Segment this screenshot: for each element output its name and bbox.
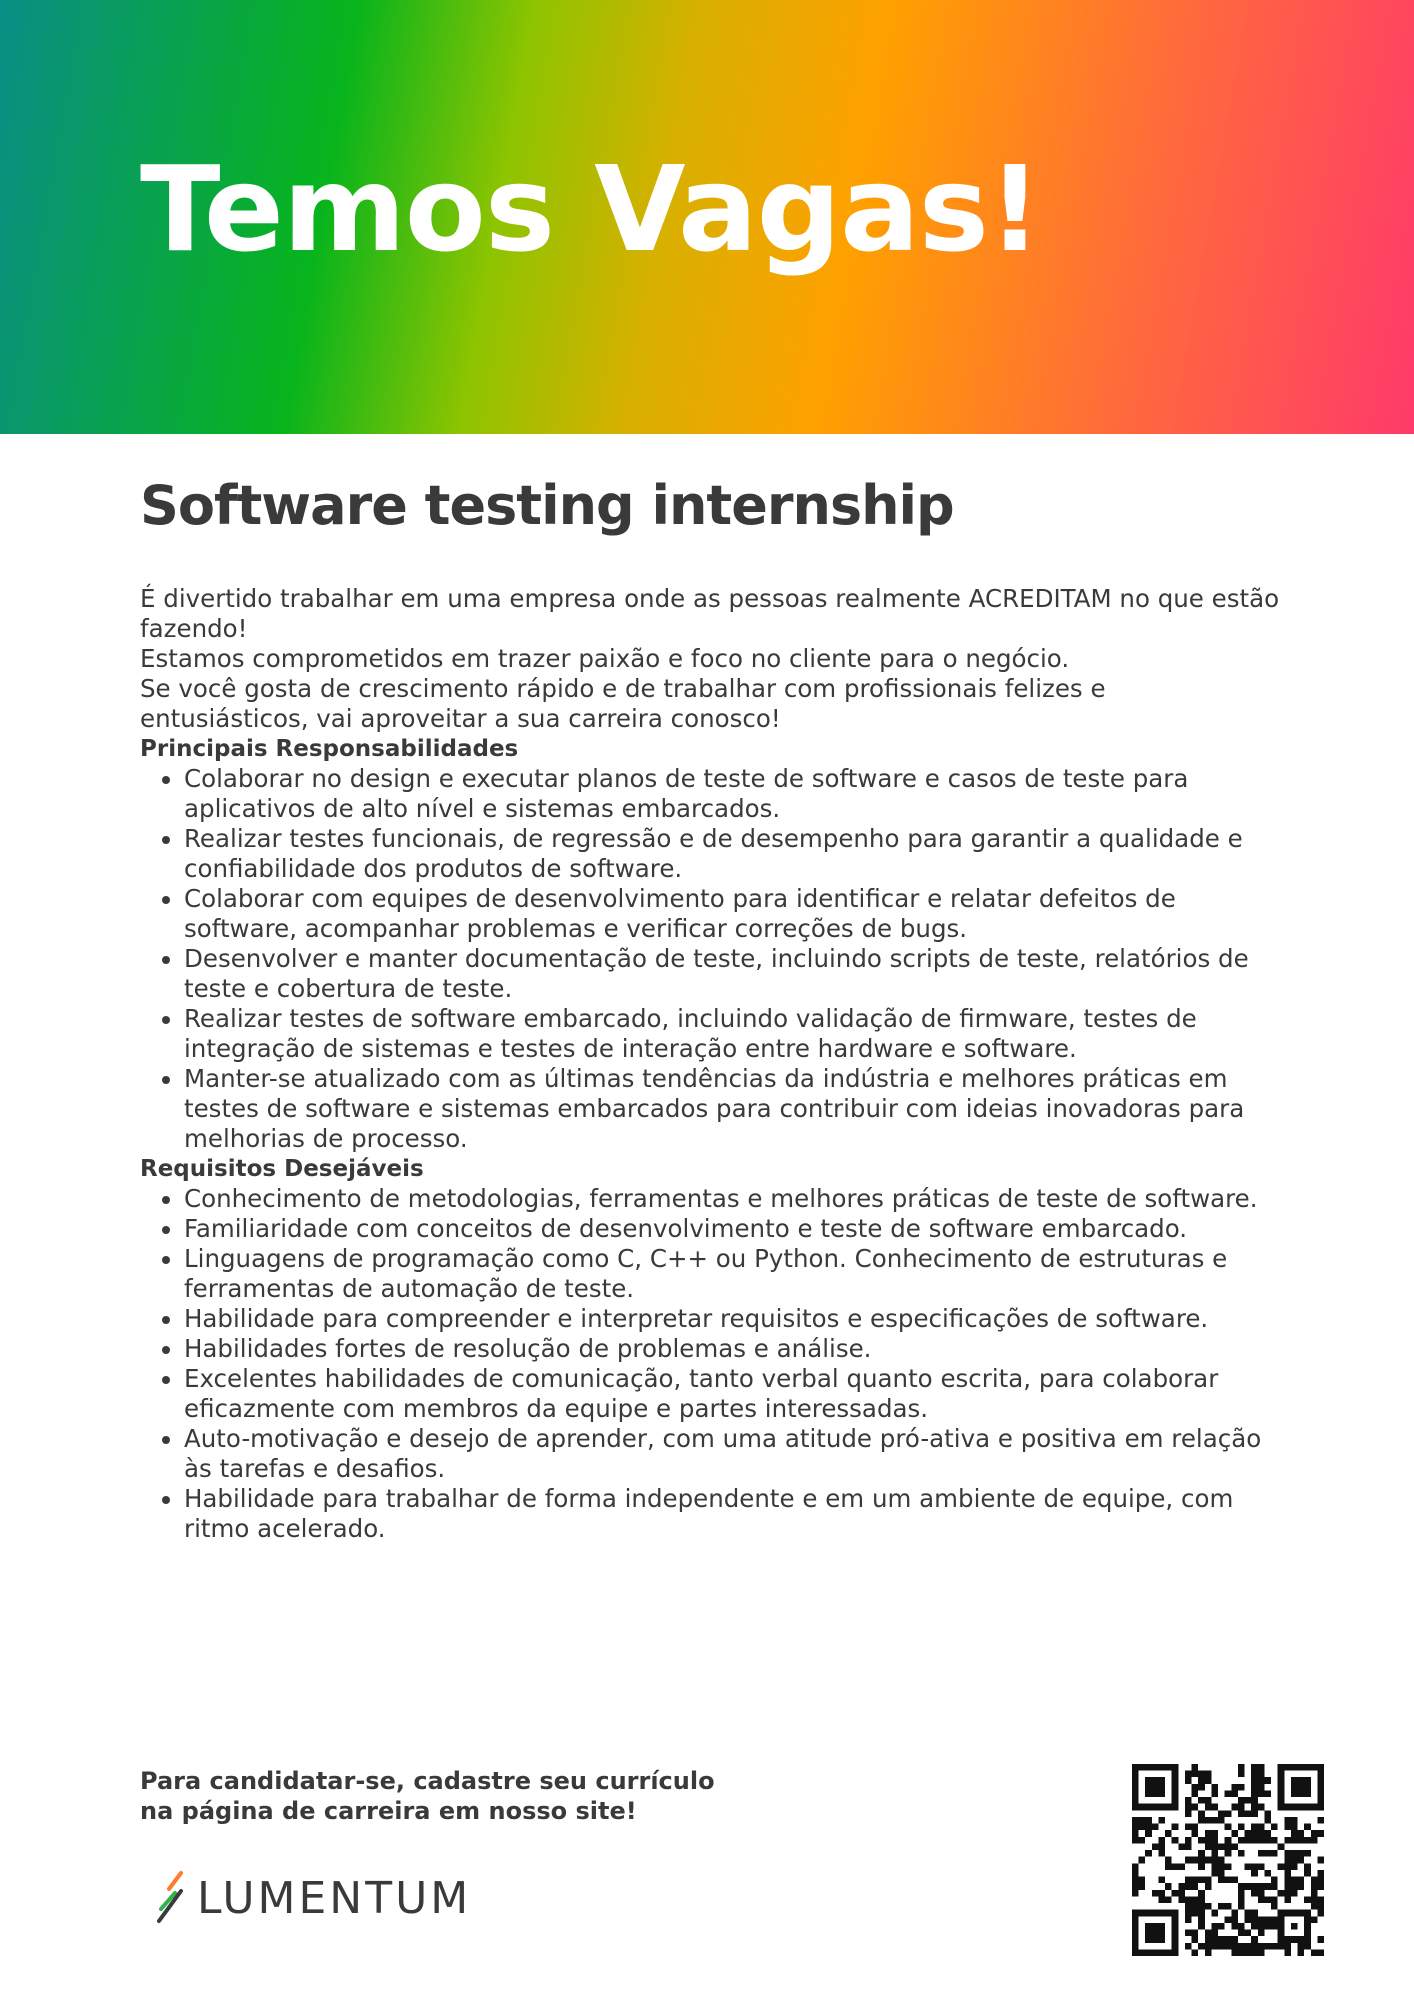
job-description xyxy=(140,584,1280,1544)
hero-banner xyxy=(0,0,1414,434)
list-item: • Desenvolver e manter documentação de teste, incluindo scripts de teste, relatórios de teste e cobertura de teste. xyxy=(184,944,1280,1004)
intro-line: Estamos comprometidos em trazer paixão e foco no cliente para o negócio. xyxy=(140,644,1070,673)
list-item: • Familiaridade com conceitos de desenvolvimento e teste de software embarcado. xyxy=(184,1214,1280,1244)
responsibilities-heading: Principais Responsabilidades xyxy=(140,736,519,762)
company-logo xyxy=(155,1868,471,1928)
list-item: • Realizar testes funcionais, de regressão e de desempenho para garantir a qualidade e confiabilidade dos produtos de software. xyxy=(184,824,1280,884)
lumentum-mark-icon xyxy=(155,1869,189,1927)
list-item: • Habilidade para trabalhar de forma independente e em um ambiente de equipe, com ritmo acelerado. xyxy=(184,1484,1280,1544)
banner-title: Temos Vagas! xyxy=(140,140,1041,278)
logo-wordmark: LUMENTUM xyxy=(197,1872,472,1924)
intro-line: É divertido trabalhar em uma empresa onde as pessoas realmente ACREDITAM no que estão fazendo! xyxy=(140,584,1280,643)
intro-line: Se você gosta de crescimento rápido e de trabalhar com profissionais felizes e entusiásticos, vai aproveitar a sua carreira conosco! xyxy=(140,674,1106,733)
requirements-heading: Requisitos Desejáveis xyxy=(140,1156,424,1182)
list-item: • Excelentes habilidades de comunicação, tanto verbal quanto escrita, para colaborar eficazmente com membros da equipe e partes interessadas. xyxy=(184,1364,1280,1424)
list-item: • Linguagens de programação como C, C++ ou Python. Conhecimento de estruturas e ferramentas de automação de teste. xyxy=(184,1244,1280,1304)
responsibilities-list xyxy=(140,764,1280,1154)
list-item: • Auto-motivação e desejo de aprender, com uma atitude pró-ativa e positiva em relação às tarefas e desafios. xyxy=(184,1424,1280,1484)
list-item: • Realizar testes de software embarcado, incluindo validação de firmware, testes de integração de sistemas e testes de interação entre hardware e software. xyxy=(184,1004,1280,1064)
list-item: • Habilidade para compreender e interpretar requisitos e especificações de software. xyxy=(184,1304,1280,1334)
list-item: • Colaborar com equipes de desenvolvimento para identificar e relatar defeitos de software, acompanhar problemas e verificar correções de bugs. xyxy=(184,884,1280,944)
list-item: • Colaborar no design e executar planos de teste de software e casos de teste para aplicativos de alto nível e sistemas embarcados. xyxy=(184,764,1280,824)
apply-call-to-action xyxy=(140,1766,715,1826)
qr-code-icon[interactable] xyxy=(1132,1764,1324,1956)
cta-line: Para candidatar-se, cadastre seu currículo xyxy=(140,1767,715,1795)
job-title: Software testing internship xyxy=(140,474,954,537)
list-item: • Conhecimento de metodologias, ferramentas e melhores práticas de teste de software. xyxy=(184,1184,1280,1214)
list-item: • Habilidades fortes de resolução de problemas e análise. xyxy=(184,1334,1280,1364)
list-item: • Manter-se atualizado com as últimas tendências da indústria e melhores práticas em testes de software e sistemas embarcados para contribuir com ideias inovadoras para melhorias de processo. xyxy=(184,1064,1280,1154)
requirements-list xyxy=(140,1184,1280,1544)
cta-line: na página de carreira em nosso site! xyxy=(140,1797,637,1825)
